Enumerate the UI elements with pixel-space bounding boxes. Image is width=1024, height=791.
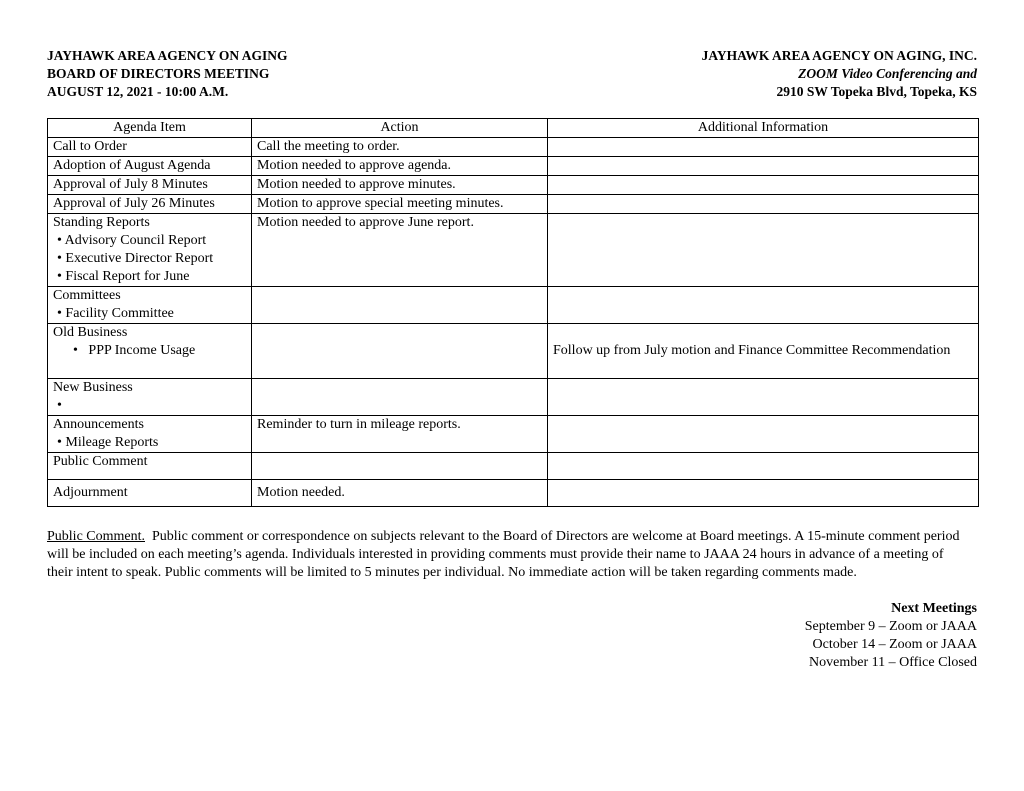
header-left	[47, 47, 288, 101]
row-item-group	[48, 324, 252, 379]
row-info	[548, 138, 979, 157]
row-item-group	[48, 379, 252, 416]
table-row	[48, 480, 979, 507]
sub-item-label: Facility Committee	[65, 306, 174, 321]
row-item-group	[48, 214, 252, 287]
row-item: Old Business	[53, 325, 128, 340]
table-header-row	[48, 119, 979, 138]
row-item: Approval of July 8 Minutes	[48, 176, 252, 195]
row-info	[548, 416, 979, 453]
meeting-address: 2910 SW Topeka Blvd, Topeka, KS	[776, 84, 977, 99]
row-spacer	[53, 360, 246, 378]
list-item: •	[57, 398, 62, 413]
header-action: Action	[252, 119, 548, 138]
row-info-group	[548, 324, 979, 379]
table-row	[48, 176, 979, 195]
document-header	[47, 47, 977, 103]
row-item: Adjournment	[48, 480, 252, 507]
agency-inc-name: JAYHAWK AREA AGENCY ON AGING, INC.	[701, 48, 977, 63]
row-item: Call to Order	[48, 138, 252, 157]
row-item: Approval of July 26 Minutes	[48, 195, 252, 214]
row-action	[252, 287, 548, 324]
row-info	[548, 379, 979, 416]
table-row	[48, 379, 979, 416]
table-row	[48, 138, 979, 157]
list-item: September 9 – Zoom or JAAA	[804, 619, 977, 634]
table-row	[48, 195, 979, 214]
row-info	[548, 176, 979, 195]
public-comment-label: Public Comment.	[47, 529, 145, 544]
public-comment-text: Public comment or correspondence on subjects relevant to the Board of Directors are welcome at Board meetings. A 15-minute comment period will be included on each meeting’s agenda. Individuals interested in providing comments must provide their name to JAAA 24 hours in advance of a meeting of their intent to speak. Public comments will be limited to 5 minutes per individual. No immediate action will be taken regarding comments made.	[47, 529, 960, 580]
sub-item-label: Fiscal Report for June	[65, 269, 190, 284]
row-item: Announcements	[53, 417, 144, 432]
next-meetings-title: Next Meetings	[891, 601, 977, 616]
next-meetings	[805, 600, 977, 672]
table-row	[48, 214, 979, 287]
row-info: Follow up from July motion and Finance Committee Recommendation	[553, 343, 951, 358]
meeting-name: BOARD OF DIRECTORS MEETING	[47, 66, 270, 81]
row-info	[548, 157, 979, 176]
sub-item-label: Advisory Council Report	[64, 233, 207, 248]
list-item: • Facility Committee	[57, 306, 174, 321]
row-item: Adoption of August Agenda	[48, 157, 252, 176]
table-row	[48, 416, 979, 453]
row-action: Motion needed to approve minutes.	[252, 176, 548, 195]
meeting-date: AUGUST 12, 2021 - 10:00 A.M.	[47, 84, 229, 99]
row-item: Public Comment	[48, 453, 252, 480]
sub-item-label: Executive Director Report	[65, 251, 214, 266]
row-item-group	[48, 287, 252, 324]
row-info	[548, 195, 979, 214]
row-info	[548, 480, 979, 507]
row-item: Standing Reports	[53, 215, 150, 230]
agenda-table	[47, 118, 979, 507]
row-item: New Business	[53, 380, 133, 395]
row-action: Motion needed to approve agenda.	[252, 157, 548, 176]
header-additional-info: Additional Information	[548, 119, 979, 138]
row-action	[252, 379, 548, 416]
list-item: • Advisory Council Report	[57, 233, 207, 248]
row-action: Reminder to turn in mileage reports.	[252, 416, 548, 453]
row-action	[252, 324, 548, 379]
agency-name: JAYHAWK AREA AGENCY ON AGING	[47, 48, 288, 63]
list-item: • Fiscal Report for June	[57, 269, 190, 284]
row-spacer	[553, 324, 973, 342]
row-info	[548, 287, 979, 324]
row-action: Motion needed to approve June report.	[252, 214, 548, 287]
row-action	[252, 453, 548, 480]
row-action: Motion needed.	[252, 480, 548, 507]
sub-item-label: Mileage Reports	[65, 435, 159, 450]
row-item: Committees	[53, 288, 121, 303]
header-agenda-item: Agenda Item	[48, 119, 252, 138]
list-item: • PPP Income Usage	[73, 343, 196, 358]
public-comment-paragraph	[47, 528, 967, 582]
table-row	[48, 287, 979, 324]
list-item: November 11 – Office Closed	[809, 655, 977, 670]
row-info	[548, 453, 979, 480]
list-item: • Executive Director Report	[57, 251, 214, 266]
row-info	[548, 214, 979, 287]
header-right	[702, 47, 977, 101]
list-item: • Mileage Reports	[57, 435, 159, 450]
row-action: Motion to approve special meeting minutes.	[252, 195, 548, 214]
row-item-group	[48, 416, 252, 453]
table-row	[48, 157, 979, 176]
sub-item-label: PPP Income Usage	[88, 343, 196, 358]
row-action: Call the meeting to order.	[252, 138, 548, 157]
list-item: October 14 – Zoom or JAAA	[812, 637, 977, 652]
meeting-venue: ZOOM Video Conferencing and	[798, 66, 977, 81]
table-row	[48, 453, 979, 480]
table-row	[48, 324, 979, 379]
